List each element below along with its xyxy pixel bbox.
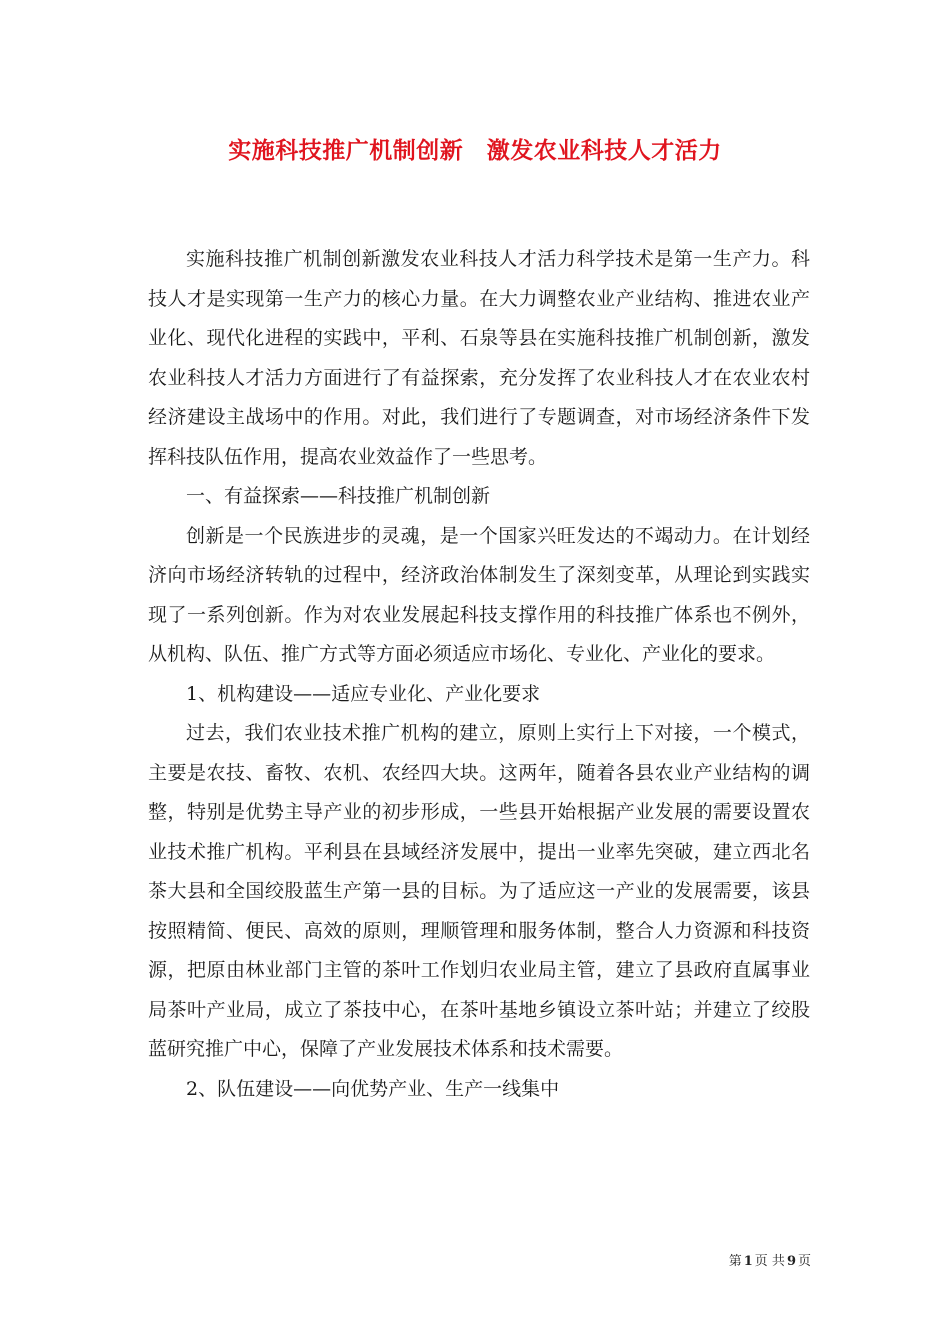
footer-prefix: 第 [728,1254,742,1269]
footer-suffix: 页 [797,1254,811,1269]
document-body [148,240,810,1109]
heading-subsection-2: 2、队伍建设——向优势产业、生产一线集中 [186,1077,560,1100]
footer-middle: 页 共 [754,1254,785,1269]
current-page-number: 1 [743,1254,753,1269]
paragraph-intro: 实施科技推广机制创新激发农业科技人才活力科学技术是第一生产力。科技人才是实现第一生产力的核心力量。在大力调整农业产业结构、推进农业产业化、现代化进程的实践中，平利、石泉等县在实施科技推广机制创新，激发农业科技人才活力方面进行了有益探索，充分发挥了农业科技人才在农业农村经济建设主战场中的作用。对此，我们进行了专题调查，对市场经济条件下发挥科技队伍作用，提高农业效益作了一些思考。 [148,248,810,468]
document-title: 实施科技推广机制创新 激发农业科技人才活力 [228,137,722,164]
total-pages-number: 9 [786,1254,796,1269]
paragraph-institution-building: 过去，我们农业技术推广机构的建立，原则上实行上下对接，一个模式，主要是农技、畜牧、农机、农经四大块。这两年，随着各县农业产业结构的调整，特别是优势主导产业的初步形成，一些县开始根据产业发展的需要设置农业技术推广机构。平利县在县域经济发展中，提出一业率先突破，建立西北名茶大县和全国绞股蓝生产第一县的目标。为了适应这一产业的发展需要，该县按照精简、便民、高效的原则，理顺管理和服务体制，整合人力资源和科技资源，把原由林业部门主管的茶叶工作划归农业局主管，建立了县政府直属事业局茶叶产业局，成立了茶技中心，在茶叶基地乡镇设立茶叶站；并建立了绞股蓝研究推广中心，保障了产业发展技术体系和技术需要。 [148,722,810,1060]
paragraph-innovation: 创新是一个民族进步的灵魂，是一个国家兴旺发达的不竭动力。在计划经济向市场经济转轨的过程中，经济政治体制发生了深刻变革，从理论到实践实现了一系列创新。作为对农业发展起科技支撑作用的科技推广体系也不例外，从机构、队伍、推广方式等方面必须适应市场化、专业化、产业化的要求。 [148,524,810,665]
heading-subsection-1: 1、机构建设——适应专业化、产业化要求 [186,682,541,705]
page-number-footer [0,1250,811,1269]
heading-section-1: 一、有益探索——科技推广机制创新 [186,485,491,507]
